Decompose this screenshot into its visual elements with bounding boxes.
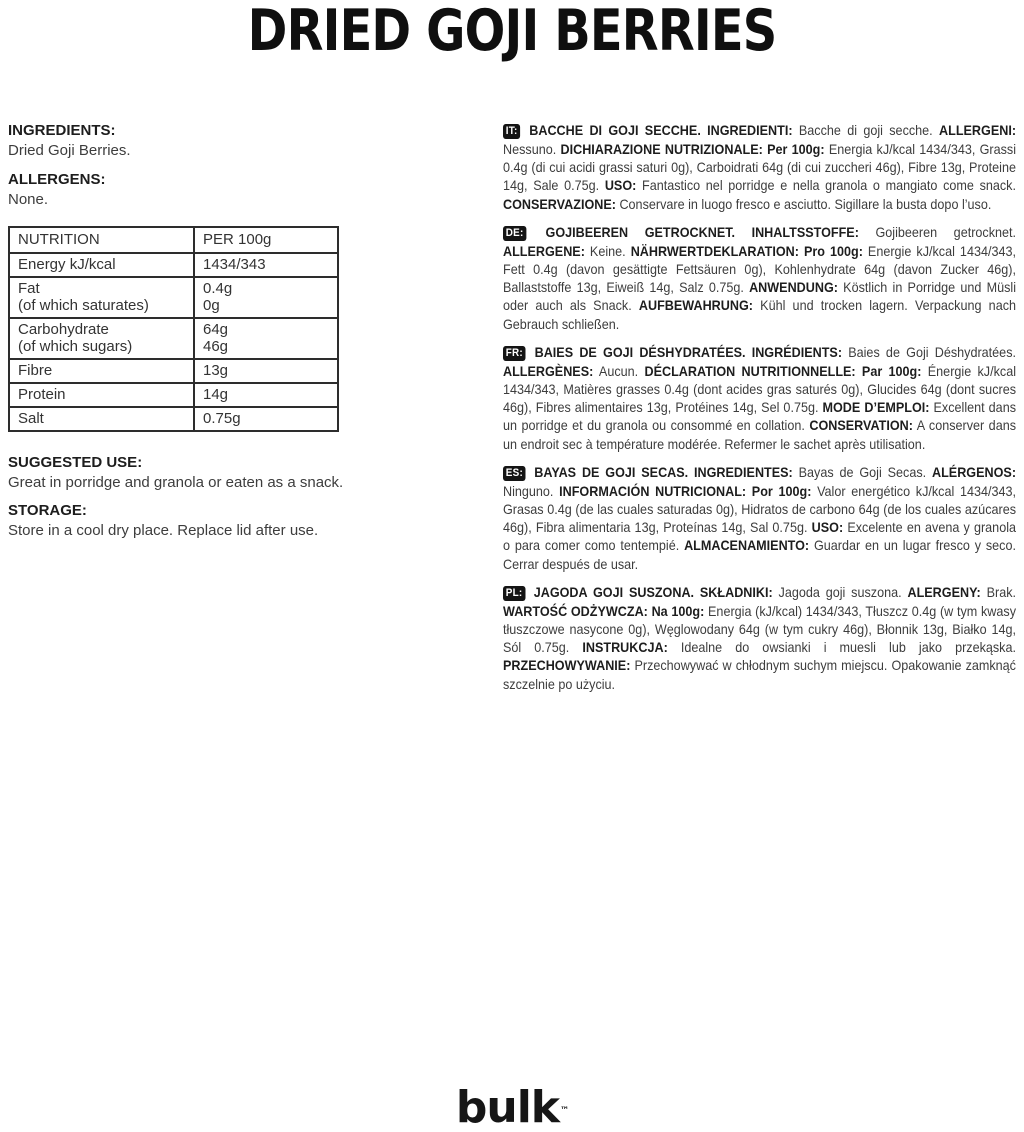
storage-heading: STORAGE: <box>8 502 87 519</box>
language-text-bold: ALLERGÈNES: <box>503 362 594 379</box>
language-badge-fr: FR: <box>503 346 526 361</box>
nutrition-row <box>9 407 338 431</box>
language-text: Excelente en avena y granola o para comer como tentempié. <box>503 519 1017 554</box>
language-text: Kühl und trocken lagern. Verpackung nach Gebrauch schließen. <box>503 297 1017 332</box>
language-text-bold: ANWENDUNG: <box>749 279 838 296</box>
nutrient-value: 14g <box>194 383 338 407</box>
language-badge-es: ES: <box>503 466 526 481</box>
language-text-bold: ALERGENY: <box>907 583 981 600</box>
nutrition-table-body <box>9 253 338 431</box>
nutrition-header-row <box>9 227 338 253</box>
language-block-es <box>503 463 1016 573</box>
language-text-bold: GOJIBEEREN GETROCKNET. INHALTSSTOFFE: <box>545 223 859 240</box>
language-text-bold: ALLERGENE: <box>503 242 585 259</box>
language-text: Excellent dans un porridge et du granola ou consommé en collation. <box>503 399 1016 434</box>
language-text: Brak. <box>986 583 1017 600</box>
nutrient-value: 0.4g 0g <box>194 277 338 318</box>
trademark-symbol: ™ <box>560 1106 569 1116</box>
language-text: Idealne do owsianki i muesli lub jako przekąska. <box>680 639 1016 656</box>
brand-logo <box>0 1082 1024 1132</box>
nutrient-name: Fibre <box>9 359 194 383</box>
language-text-bold: PRZECHOWYWANIE: <box>503 657 631 674</box>
language-text: Guardar en un lugar fresco y seco. Cerrar después de usar. <box>503 537 1016 572</box>
language-text: Valor energético kJ/kcal 1434/343, Grasas 0.4g (de las cuales saturadas 0g), Hidratos de carbono 64g (de los cuales azúcares 46g), Fibra alimentaria 13g, Proteínas 14g, Sal 0.75g. <box>503 482 1017 536</box>
nutrient-value: 0.75g <box>194 407 338 431</box>
left-column <box>8 121 468 540</box>
language-text: Nessuno. <box>503 141 557 157</box>
language-text: A conserver dans un endroit sec à température modérée. Refermer le sachet après utilisation. <box>503 417 1017 452</box>
language-text-bold: ALÉRGENOS: <box>932 463 1017 480</box>
brand-logo-text: bulk <box>455 1082 560 1132</box>
language-text: Köstlich in Porridge und Müsli oder auch als Snack. <box>503 279 1017 314</box>
nutrition-row <box>9 253 338 277</box>
language-text-bold: USO: <box>811 519 844 536</box>
language-badge-it: IT: <box>503 124 520 139</box>
language-text-bold: BACCHE DI GOJI SECCHE. INGREDIENTI: <box>529 122 793 138</box>
ingredients-heading: INGREDIENTS: <box>8 122 116 139</box>
language-text-bold: MODE D’EMPLOI: <box>822 399 930 416</box>
language-badge-pl: PL: <box>503 586 525 601</box>
allergens-value: None. <box>8 191 49 208</box>
language-blocks <box>503 121 1016 703</box>
allergens-heading: ALLERGENS: <box>8 171 106 188</box>
language-badge-de: DE: <box>503 226 526 241</box>
language-text: Baies de Goji Déshydratées. <box>848 343 1016 360</box>
suggested-use-heading: SUGGESTED USE: <box>8 454 143 471</box>
language-text-bold: ALLERGENI: <box>939 122 1017 138</box>
language-text-bold: CONSERVAZIONE: <box>503 195 616 212</box>
nutrient-name: Salt <box>9 407 194 431</box>
language-block-pl <box>503 583 1016 693</box>
suggested-use-text: Great in porridge and granola or eaten as a snack. <box>8 474 344 491</box>
language-text-bold: WARTOŚĆ ODŻYWCZA: Na 100g: <box>503 602 705 619</box>
language-block-de <box>503 223 1016 333</box>
nutrient-value: 13g <box>194 359 338 383</box>
nutrition-row <box>9 359 338 383</box>
language-text: Energia kJ/kcal 1434/343, Grassi 0.4g (di cui acidi grassi saturi 0g), Carboidrati 64g (di cui zuccheri 46g), Fibre 13g, Proteine 14g, Sale 0.75g. <box>503 141 1016 194</box>
language-text-bold: BAIES DE GOJI DÉSHYDRATÉES. INGRÉDIENTS: <box>534 343 843 360</box>
language-text-bold: DÉCLARATION NUTRITIONNELLE: Par 100g: <box>644 362 922 379</box>
nutrition-table <box>8 226 339 432</box>
language-text-bold: USO: <box>604 177 637 194</box>
language-text-bold: ALMACENAMIENTO: <box>684 537 810 554</box>
nutrition-row <box>9 318 338 359</box>
language-text-bold: DICHIARAZIONE NUTRIZIONALE: Per 100g: <box>560 141 825 157</box>
storage-text: Store in a cool dry place. Replace lid after use. <box>8 522 319 539</box>
language-text-bold: AUFBEWAHRUNG: <box>638 297 753 314</box>
nutrition-header-name: NUTRITION <box>9 227 194 253</box>
ingredients-value: Dried Goji Berries. <box>8 142 131 159</box>
nutrient-value: 1434/343 <box>194 253 338 277</box>
language-text: Jagoda goji suszona. <box>778 583 902 600</box>
nutrition-row <box>9 383 338 407</box>
nutrient-name: Carbohydrate (of which sugars) <box>9 318 194 359</box>
language-block-it <box>503 121 1016 213</box>
language-text-bold: INFORMACIÓN NUTRICIONAL: Por 100g: <box>559 482 812 499</box>
language-text: Energia (kJ/kcal) 1434/343, Tłuszcz 0.4g (w tym kwasy tłuszczowe nasycone 0g), Węglowodany 64g (w tym cukry 46g), Błonnik 13g, Białko 14g, Sól 0.75g. <box>503 602 1016 656</box>
nutrient-name: Energy kJ/kcal <box>9 253 194 277</box>
nutrient-name: Fat (of which saturates) <box>9 277 194 318</box>
language-text: Fantastico nel porridge e nella granola o mangiato come snack. <box>641 177 1016 194</box>
language-text-bold: NÄHRWERTDEKLARATION: Pro 100g: <box>630 242 863 259</box>
language-text: Przechowywać w chłodnym suchym miejscu. Opakowanie zamknąć szczelnie po użyciu. <box>503 657 1016 692</box>
language-text: Énergie kJ/kcal 1434/343, Matières grasses 0.4g (dont acides gras saturés 0g), Glucides 64g (dont sucres 46g), Fibres alimentaires 13g, Protéines 14g, Sel 0.75g. <box>503 362 1017 416</box>
language-text: Energie kJ/kcal 1434/343, Fett 0.4g (davon gesättigte Fettsäuren 0g), Kohlenhydrate 64g (davon Zucker 46g), Ballaststoffe 13g, Eiweiß 14g, Salz 0.75g. <box>503 242 1016 296</box>
language-block-fr <box>503 343 1016 453</box>
nutrition-row <box>9 277 338 318</box>
language-text: Bacche di goji secche. <box>798 122 933 138</box>
nutrient-name: Protein <box>9 383 194 407</box>
language-text-bold: JAGODA GOJI SUSZONA. SKŁADNIKI: <box>533 583 773 600</box>
page-title: DRIED GOJI BERRIES <box>247 0 777 64</box>
language-text: Gojibeeren getrocknet. <box>875 223 1017 240</box>
nutrient-value: 64g 46g <box>194 318 338 359</box>
language-text: Conservare in luogo fresco e asciutto. Sigillare la busta dopo l’uso. <box>619 195 992 212</box>
language-text: Ninguno. <box>503 482 554 499</box>
nutrition-header-per100g: PER 100g <box>194 227 338 253</box>
language-text-bold: CONSERVATION: <box>809 417 913 434</box>
language-text-bold: INSTRUKCJA: <box>582 639 668 656</box>
language-text: Keine. <box>589 242 626 259</box>
language-text: Bayas de Goji Secas. <box>798 463 927 480</box>
language-text-bold: BAYAS DE GOJI SECAS. INGREDIENTES: <box>534 463 793 480</box>
language-text: Aucun. <box>598 362 639 379</box>
